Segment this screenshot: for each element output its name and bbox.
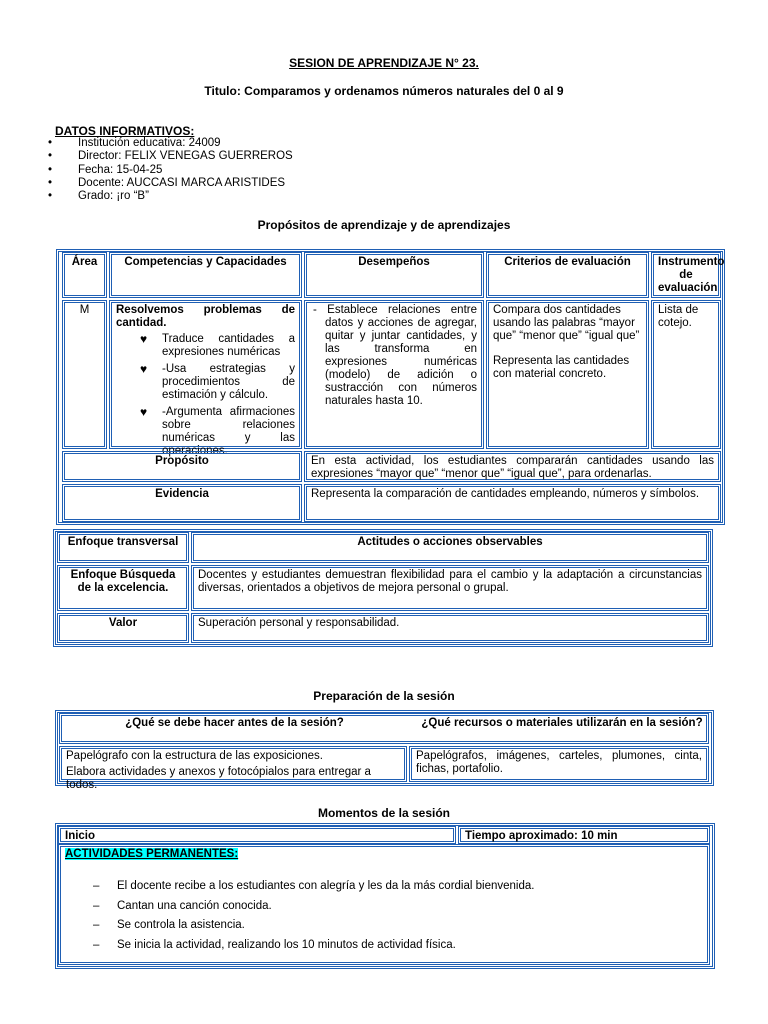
- capacidades-list: [116, 333, 295, 458]
- bullet-icon: •: [48, 190, 53, 203]
- heart-icon: ♥: [140, 332, 148, 346]
- actividades-permanentes-heading: ACTIVIDADES PERMANENTES:: [65, 848, 239, 860]
- session-subtitle: Titulo: Comparamos y ordenamos números naturales del 0 al 9: [204, 84, 564, 98]
- dash-icon: –: [93, 880, 100, 892]
- list-item: [48, 137, 293, 150]
- header-criterios: Criterios de evaluación: [486, 252, 649, 298]
- list-item: [116, 333, 295, 359]
- list-item: [48, 190, 293, 203]
- capacidad-text: -Usa estrategias y procedimientos de estimación y cálculo.: [162, 363, 295, 401]
- desempeno-cell: [304, 300, 484, 449]
- header-competencias: Competencias y Capacidades: [109, 252, 302, 298]
- list-item: [48, 150, 293, 163]
- header-area: Área: [62, 252, 107, 298]
- list-item: [65, 877, 703, 897]
- datos-heading: DATOS INFORMATIVOS:: [55, 124, 195, 138]
- datos-list: [48, 137, 293, 203]
- competencias-cell: [109, 300, 302, 457]
- competencia-title: Resolvemos problemas de cantidad.: [116, 304, 295, 329]
- actividad-text: Se inicia la actividad, realizando los 10 minutos de actividad física.: [117, 938, 456, 951]
- preparacion-header-row: [59, 713, 709, 744]
- header-desempenos: Desempeños: [304, 252, 484, 298]
- datos-item-text: Docente: AUCCASI MARCA ARISTIDES: [78, 176, 286, 189]
- proposito-text: En esta actividad, los estudiantes compararán cantidades usando las expresiones “mayor que” “menor que” “igual que”, para ordenarlas.: [304, 451, 721, 482]
- bullet-icon: •: [48, 163, 53, 176]
- list-item: [116, 363, 295, 402]
- list-item: [48, 164, 293, 177]
- header-actitudes: Actitudes o acciones observables: [191, 532, 709, 563]
- criterios-cell: [486, 300, 649, 449]
- actividad-text: Se controla la asistencia.: [117, 919, 245, 931]
- header-antes: ¿Qué se debe hacer antes de la sesión?: [125, 717, 344, 729]
- actividad-text: Cantan una canción conocida.: [117, 899, 272, 912]
- bullet-icon: •: [48, 137, 53, 149]
- session-title: SESION DE APRENDIZAJE N° 23.: [289, 56, 479, 70]
- preparacion-heading: Preparación de la sesión: [313, 689, 455, 703]
- proposito-label: Propósito: [62, 451, 302, 482]
- dash-icon: –: [93, 938, 100, 951]
- area-value: M: [62, 300, 107, 449]
- propositos-heading: Propósitos de aprendizaje y de aprendizajes: [257, 218, 511, 232]
- enfoque-label: Enfoque Búsqueda de la excelencia.: [57, 565, 189, 611]
- datos-item-text: Director: FELIX VENEGAS GUERREROS: [78, 150, 293, 163]
- inicio-label: Inicio: [58, 826, 456, 844]
- datos-item-text: Grado: ¡ro “B”: [78, 190, 149, 203]
- dash-icon: –: [93, 919, 100, 931]
- heart-icon: ♥: [140, 405, 148, 419]
- dash-icon: –: [93, 899, 100, 912]
- evidencia-label: Evidencia: [62, 484, 302, 522]
- antes-cell: [59, 746, 407, 791]
- list-item: [65, 936, 703, 956]
- header-enfoque: Enfoque transversal: [57, 532, 189, 563]
- inicio-content: [58, 844, 710, 965]
- list-item: [65, 916, 703, 936]
- valor-label: Valor: [57, 613, 189, 643]
- bullet-icon: •: [48, 150, 53, 163]
- antes-item: Papelógrafo con la estructura de las exposiciones.: [66, 750, 323, 762]
- momentos-heading: Momentos de la sesión: [317, 806, 451, 820]
- enfoque-text: Docentes y estudiantes demuestran flexibilidad para el cambio y la adaptación a circunstancias diversas, orientados a objetivos de mejora personal o grupal.: [191, 565, 709, 611]
- antes-item: Elabora actividades y anexos y fotocópialos para entregar a todos.: [66, 766, 371, 791]
- capacidad-text: -Argumenta afirmaciones sobre relaciones numéricas y las operaciones.: [162, 406, 295, 457]
- desempeno-text: - Establece relaciones entre datos y acciones de agregar, quitar y juntar cantidades, y las transforma en expresiones numéricas (modelo) de adición o sustracción con números naturales hasta 10.: [313, 304, 477, 407]
- list-item: [48, 177, 293, 190]
- criterio-1: Compara dos cantidades usando las palabras “mayor que” “menor que” “igual que”: [493, 304, 640, 342]
- actividad-text: El docente recibe a los estudiantes con alegría y les da la más cordial bienvenida.: [117, 880, 535, 892]
- evidencia-text: Representa la comparación de cantidades empleando, números y símbolos.: [304, 484, 721, 522]
- tiempo-label: Tiempo aproximado: 10 min: [458, 826, 710, 844]
- capacidad-text: Traduce cantidades a expresiones numéricas: [162, 333, 295, 358]
- criterio-2: Representa las cantidades con material concreto.: [493, 355, 630, 380]
- datos-item-text: Institución educativa: 24009: [78, 137, 221, 149]
- actividades-list: [65, 877, 703, 955]
- datos-item-text: Fecha: 15-04-25: [78, 163, 163, 176]
- recursos-text: Papelógrafos, imágenes, carteles, plumones, cinta, fichas, portafolio.: [409, 746, 709, 782]
- heart-icon: ♥: [140, 362, 148, 376]
- bullet-icon: •: [48, 176, 53, 189]
- valor-text: Superación personal y responsabilidad.: [191, 613, 709, 643]
- instrumento-value: Lista de cotejo.: [651, 300, 721, 449]
- header-recursos: ¿Qué recursos o materiales utilizarán en la sesión?: [421, 717, 703, 729]
- header-instrumento: Instrumento de evaluación: [651, 252, 721, 298]
- list-item: [65, 897, 703, 917]
